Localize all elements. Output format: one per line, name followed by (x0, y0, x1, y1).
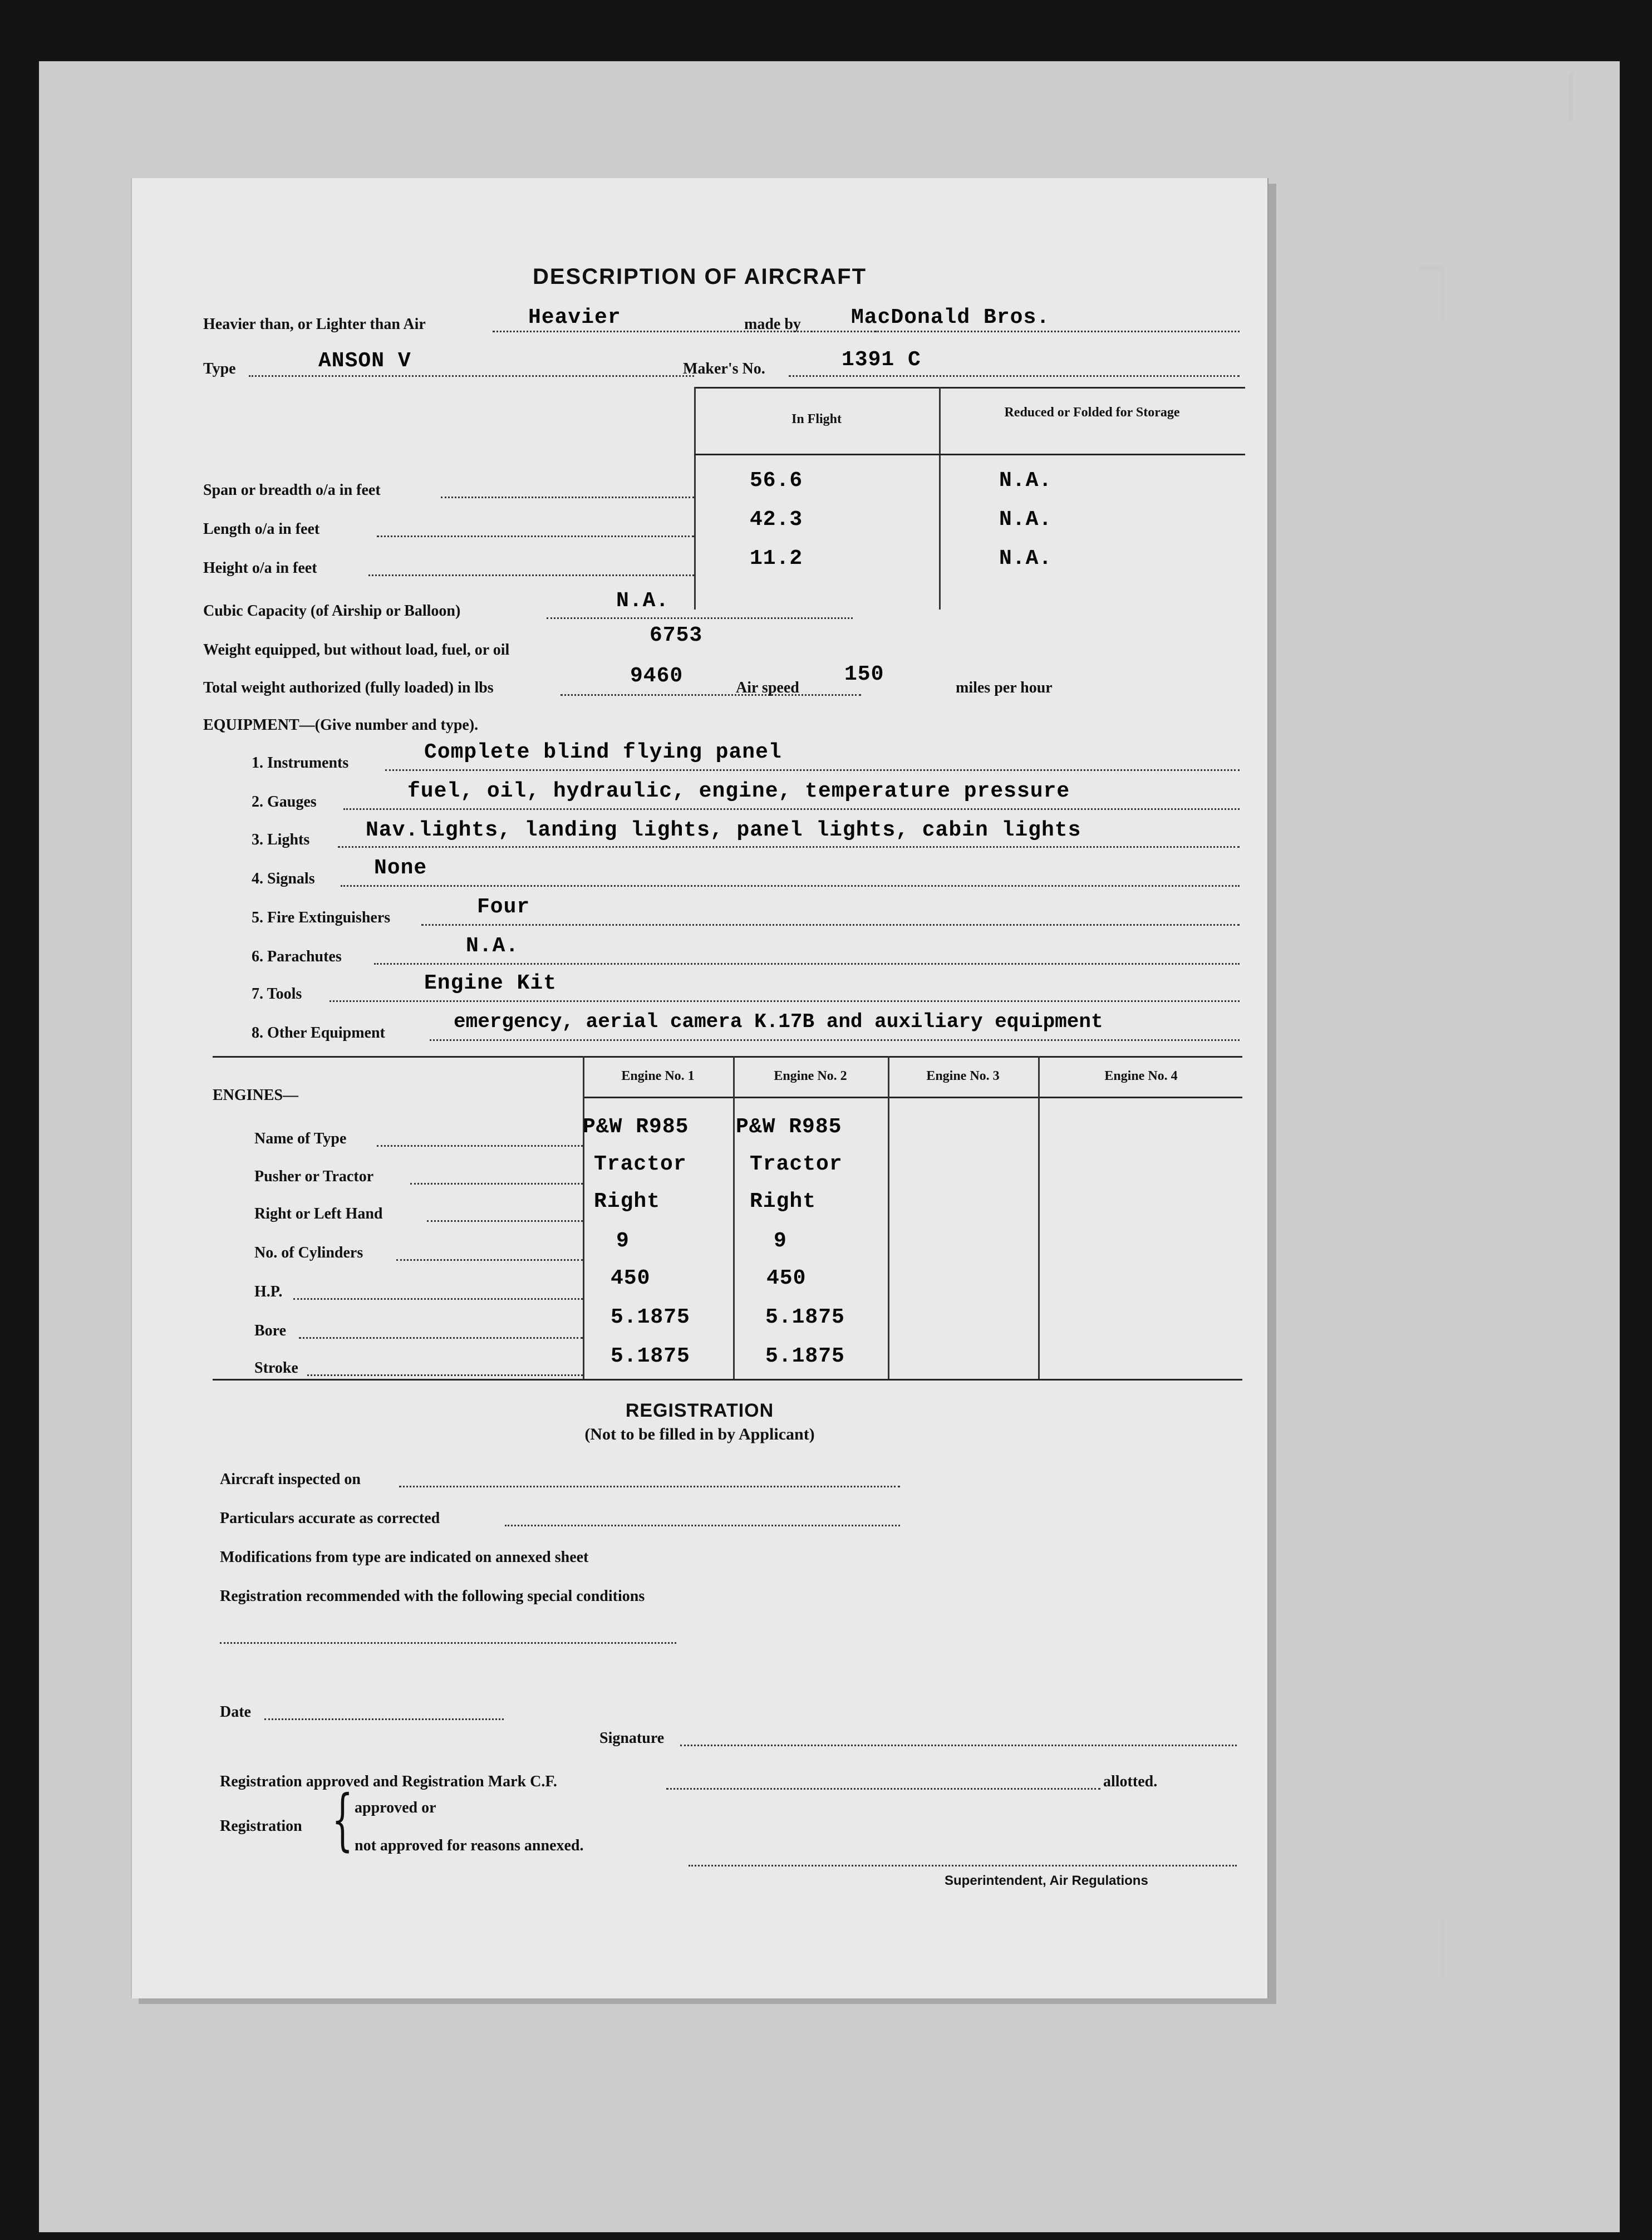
leader (789, 375, 1240, 377)
leader (374, 963, 1240, 965)
height-in-flight: 11.2 (750, 547, 803, 571)
table-rule (694, 387, 1245, 389)
engine-row-label: Right or Left Hand (254, 1205, 383, 1222)
leader (396, 1259, 583, 1261)
height-label: Height o/a in feet (203, 559, 317, 577)
cubic-capacity-label: Cubic Capacity (of Airship or Balloon) (203, 602, 461, 620)
leader (338, 846, 1240, 848)
weight-equipped-value: 6753 (650, 623, 703, 647)
equipment-value: None (374, 856, 427, 880)
leader (430, 1039, 1240, 1041)
leader (399, 1486, 900, 1487)
leader (299, 1337, 583, 1339)
leader (220, 1642, 676, 1644)
equipment-heading: EQUIPMENT—(Give number and type). (203, 716, 479, 734)
equipment-label: 3. Lights (252, 831, 310, 848)
engine-1-value: 9 (616, 1229, 630, 1253)
leader (680, 1745, 1237, 1746)
span-in-flight: 56.6 (750, 469, 803, 493)
leader (343, 808, 1240, 810)
engine-col-3: Engine No. 3 (926, 1069, 1000, 1083)
leader (560, 694, 861, 696)
engine-2-value: 450 (766, 1266, 807, 1290)
weight-equipped-label: Weight equipped, but without load, fuel, or oil (203, 641, 510, 659)
engine-1-value: Tractor (594, 1152, 687, 1176)
leader (341, 885, 1240, 887)
table-rule (583, 1097, 1242, 1098)
leader (249, 375, 694, 377)
registration-heading: REGISTRATION (625, 1400, 774, 1421)
engine-2-value: Tractor (750, 1152, 843, 1176)
approved-or-label: approved or (355, 1799, 436, 1816)
col-reduced-label: Reduced or Folded for Storage (1004, 405, 1180, 420)
equipment-value: Complete blind flying panel (424, 740, 782, 764)
leader (330, 1000, 1240, 1002)
airspeed-label: Air speed (736, 679, 799, 696)
table-divider (888, 1056, 889, 1379)
airspeed-value: 150 (844, 662, 884, 686)
col-reduced (939, 404, 1245, 421)
heavier-label: Heavier than, or Lighter than Air (203, 316, 426, 333)
corner-mark (1418, 266, 1444, 271)
signature-label: Signature (599, 1730, 665, 1747)
cubic-capacity-value: N.A. (616, 589, 670, 613)
equipment-value: N.A. (466, 934, 519, 958)
aircraft-description-form (131, 178, 1268, 1998)
leader (547, 617, 853, 619)
equipment-label: 8. Other Equipment (252, 1024, 385, 1042)
engine-row-label: Stroke (254, 1359, 298, 1377)
heavier-value: Heavier (528, 306, 621, 330)
total-weight-label: Total weight authorized (fully loaded) in lbs (203, 679, 494, 696)
engine-1-value: 5.1875 (611, 1305, 690, 1329)
leader (666, 1788, 1100, 1790)
not-approved-label: not approved for reasons annexed. (355, 1837, 584, 1854)
engine-col-1: Engine No. 1 (621, 1069, 695, 1083)
made-by-value: MacDonald Bros. (851, 306, 1050, 330)
engine-2-value: Right (750, 1190, 817, 1214)
table-divider (733, 1056, 735, 1379)
recommended-label: Registration recommended with the following special conditions (220, 1588, 645, 1605)
brace-icon: { (332, 1781, 353, 1859)
leader (421, 924, 1240, 926)
total-weight-value: 9460 (630, 664, 684, 688)
equipment-value: fuel, oil, hydraulic, engine, temperature pressure (407, 779, 1070, 803)
engine-row-label: Pusher or Tractor (254, 1168, 374, 1185)
registration-label: Registration (220, 1817, 302, 1835)
superintendent-label: Superintendent, Air Regulations (945, 1873, 1148, 1888)
engine-col-4: Engine No. 4 (1104, 1069, 1178, 1083)
equipment-label: 2. Gauges (252, 793, 317, 810)
table-rule (213, 1379, 1242, 1381)
registration-subheading: (Not to be filled in by Applicant) (584, 1425, 815, 1443)
corner-mark (1440, 1920, 1445, 1976)
span-label: Span or breadth o/a in feet (203, 482, 381, 499)
made-by-label: made by (744, 316, 801, 333)
table-rule (694, 454, 1245, 455)
form-title: DESCRIPTION OF AIRCRAFT (532, 264, 867, 289)
length-in-flight: 42.3 (750, 508, 803, 532)
equipment-label: 1. Instruments (252, 754, 349, 772)
leader (410, 1183, 583, 1185)
approved-mark-label: Registration approved and Registration Mark C.F. (220, 1773, 557, 1790)
date-label: Date (220, 1703, 251, 1721)
engines-heading: ENGINES— (213, 1087, 299, 1104)
height-reduced: N.A. (999, 547, 1053, 571)
engine-2-value: P&W R985 (736, 1115, 842, 1139)
equipment-value: emergency, aerial camera K.17B and auxiliary equipment (454, 1010, 1103, 1033)
leader (264, 1718, 504, 1720)
engine-row-label: No. of Cylinders (254, 1244, 363, 1261)
engine-row-label: Name of Type (254, 1130, 347, 1147)
engine-row-label: H.P. (254, 1283, 283, 1300)
leader (505, 1525, 900, 1526)
leader (441, 497, 694, 498)
table-rule (213, 1056, 1242, 1058)
engine-1-value: P&W R985 (583, 1115, 689, 1139)
inspected-label: Aircraft inspected on (220, 1471, 361, 1488)
modifications-label: Modifications from type are indicated on annexed sheet (220, 1549, 589, 1566)
type-label: Type (203, 360, 236, 377)
leader (377, 536, 694, 537)
leader (385, 769, 1240, 771)
leader (377, 1145, 583, 1147)
corner-mark (1440, 266, 1445, 322)
engine-1-value: Right (594, 1190, 661, 1214)
equipment-label: 5. Fire Extinguishers (252, 909, 391, 926)
leader (689, 1865, 1237, 1866)
engine-2-value: 5.1875 (765, 1344, 845, 1368)
leader (307, 1374, 583, 1376)
engine-2-value: 5.1875 (765, 1305, 845, 1329)
engine-col-2: Engine No. 2 (774, 1069, 847, 1083)
span-reduced: N.A. (999, 469, 1053, 493)
leader (427, 1220, 583, 1222)
equipment-label: 7. Tools (252, 985, 302, 1003)
equipment-label: 4. Signals (252, 870, 315, 887)
type-value: ANSON V (318, 349, 411, 373)
engine-1-value: 5.1875 (611, 1344, 690, 1368)
makers-no-label: Maker's No. (683, 360, 765, 377)
particulars-label: Particulars accurate as corrected (220, 1510, 440, 1527)
engine-row-label: Bore (254, 1322, 287, 1339)
table-divider (583, 1056, 584, 1379)
equipment-label: 6. Parachutes (252, 948, 342, 965)
equipment-value: Engine Kit (424, 971, 557, 995)
engine-1-value: 450 (611, 1266, 651, 1290)
col-in-flight: In Flight (791, 412, 842, 426)
corner-mark (1569, 72, 1573, 122)
makers-no-value: 1391 C (842, 348, 921, 372)
leader (293, 1298, 583, 1300)
leader (368, 574, 694, 576)
leader (811, 331, 1240, 332)
equipment-value: Four (477, 895, 530, 919)
allotted-label: allotted. (1103, 1773, 1158, 1790)
length-label: Length o/a in feet (203, 520, 320, 538)
engine-2-value: 9 (774, 1229, 787, 1253)
equipment-value: Nav.lights, landing lights, panel lights, cabin lights (366, 818, 1081, 842)
length-reduced: N.A. (999, 508, 1053, 532)
mph-label: miles per hour (956, 679, 1053, 696)
table-divider (1038, 1056, 1040, 1379)
